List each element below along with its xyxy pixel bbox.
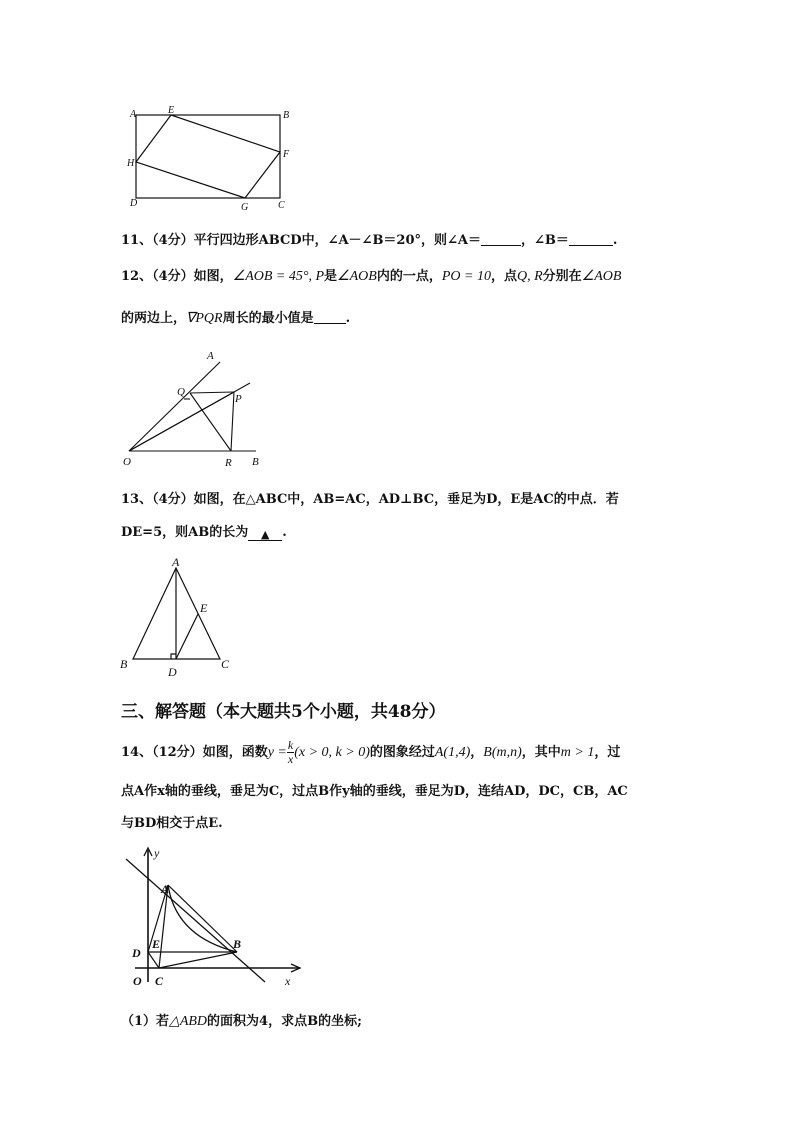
label-d: D [130, 198, 138, 209]
label-a: A [130, 109, 137, 120]
q14-point-b: B(m,n) [483, 745, 522, 760]
label-o: O [123, 456, 131, 468]
label-a: A [172, 555, 180, 569]
label-b: B [283, 110, 290, 121]
question-13-line1 [121, 488, 619, 507]
q14-point-a: A(1,4) [434, 745, 471, 760]
line-ab [126, 859, 265, 982]
q12-line2-math: ∇PQR [186, 311, 223, 326]
q14-text1: 如图，函数 [202, 745, 268, 760]
label-c: C [278, 200, 285, 211]
segment-pr [231, 392, 234, 451]
segment-oq-p [129, 392, 234, 451]
question-13-line2 [121, 521, 287, 541]
label-y: y [154, 846, 160, 860]
q14-1-math: △ABD [169, 1014, 208, 1029]
q14-text4: ，过 [594, 745, 621, 760]
segment-de [176, 614, 198, 659]
label-x: x [285, 974, 291, 988]
q12-text1: 如图， [193, 269, 233, 284]
q11-number: 11、 [121, 233, 153, 248]
question-12-line1 [121, 265, 621, 285]
label-o: O [133, 974, 142, 988]
q14-number: 14、 [121, 745, 153, 760]
q12-text5: 分别在 [542, 269, 582, 284]
q14-text3: ，其中 [521, 745, 561, 760]
q12-number: 12、 [121, 269, 153, 284]
segment-cb [159, 952, 237, 968]
figure-angle-aob [118, 347, 268, 472]
question-12-line2 [121, 307, 350, 327]
q11-blank-b[interactable] [569, 233, 613, 246]
label-q: Q [177, 386, 185, 398]
q11-text: 平行四边形ABCD中，∠A－∠B＝20°，则∠A＝ [193, 233, 482, 248]
question-14-line1 [121, 738, 620, 768]
segment-qr [190, 393, 231, 451]
parallelogram-efgh [136, 115, 280, 198]
ray-oa [129, 362, 220, 451]
q12-math-qr: Q, R [516, 269, 543, 284]
q14-score: （12分） [152, 745, 203, 760]
fraction-numerator: k [287, 738, 294, 752]
segment-ac [159, 885, 168, 968]
label-e: E [200, 601, 208, 615]
q11-sep: ，∠B＝ [521, 233, 569, 248]
q14-condition2: m > 1 [560, 745, 595, 760]
label-c: C [155, 974, 164, 988]
q12-text3: 内的一点， [376, 269, 442, 284]
q11-end: . [612, 233, 618, 248]
q12-math-angle: ∠AOB = 45°, P [232, 269, 325, 284]
q12-text2: 是 [324, 269, 338, 284]
q14-1-text: 的面积为4，求点B的坐标; [207, 1014, 362, 1029]
label-e: E [168, 105, 175, 116]
label-b: B [233, 937, 242, 951]
label-b: B [252, 456, 259, 468]
q12-score: （4分） [152, 269, 194, 284]
segment-ab [168, 885, 237, 952]
question-14-line3: 与BD相交于点E. [121, 816, 223, 831]
label-f: F [283, 149, 290, 160]
q13-blank[interactable]: ▲ [248, 528, 282, 541]
q14-y-eq: y = [267, 745, 287, 760]
fraction-denominator: x [287, 752, 294, 766]
q12-math-po: PO = 10 [441, 269, 491, 284]
label-h: H [127, 158, 135, 169]
q14-1-prefix: （1）若 [121, 1014, 170, 1029]
right-angle-mark [171, 654, 176, 659]
label-a: A [161, 882, 170, 896]
q13-number: 13、 [121, 492, 153, 507]
label-c: C [221, 657, 230, 671]
label-b: B [120, 657, 128, 671]
label-d: D [168, 665, 177, 679]
q12-end: . [345, 311, 351, 326]
figure-coordinate-graph [117, 842, 307, 992]
q13-end: . [282, 525, 287, 540]
q12-math-aob2: ∠AOB [581, 269, 622, 284]
label-g: G [241, 202, 249, 213]
question-14-part1 [121, 1010, 362, 1030]
segment-dc [148, 952, 159, 968]
q12-math-aob: ∠AOB [337, 269, 377, 284]
label-d: D [132, 946, 141, 960]
figure-rectangle-parallelogram [120, 104, 300, 216]
question-11 [121, 229, 617, 248]
q13-score: （4分） [152, 492, 194, 507]
q12-text4: ，点 [490, 269, 517, 284]
label-r: R [225, 457, 232, 469]
q11-score: （4分） [152, 233, 194, 248]
label-e: E [152, 937, 161, 951]
label-a: A [207, 350, 214, 362]
q12-line2-text2: 周长的最小值是 [222, 311, 314, 326]
q14-text2: 的图象经过 [369, 745, 435, 760]
figure-triangle-abc [116, 553, 241, 681]
q13-line1-text: 如图，在△ABC中，AB=AC，AD⊥BC，垂足为D，E是AC的中点．若 [193, 492, 619, 507]
label-p: P [235, 393, 242, 405]
q11-blank-a[interactable] [481, 233, 521, 246]
q13-line2-text: DE=5，则AB的长为 [121, 525, 249, 540]
q14-comma: ， [470, 745, 484, 760]
segment-qp [190, 392, 234, 393]
q12-line2-text1: 的两边上， [121, 311, 187, 326]
q12-blank[interactable] [314, 311, 346, 324]
question-14-line2: 点A作x轴的垂线，垂足为C，过点B作y轴的垂线，垂足为D，连结AD，DC，CB，AC [121, 784, 628, 799]
q14-condition: (x > 0, k > 0) [294, 745, 370, 760]
section-heading: 三、解答题（本大题共5个小题，共48分） [121, 702, 446, 722]
